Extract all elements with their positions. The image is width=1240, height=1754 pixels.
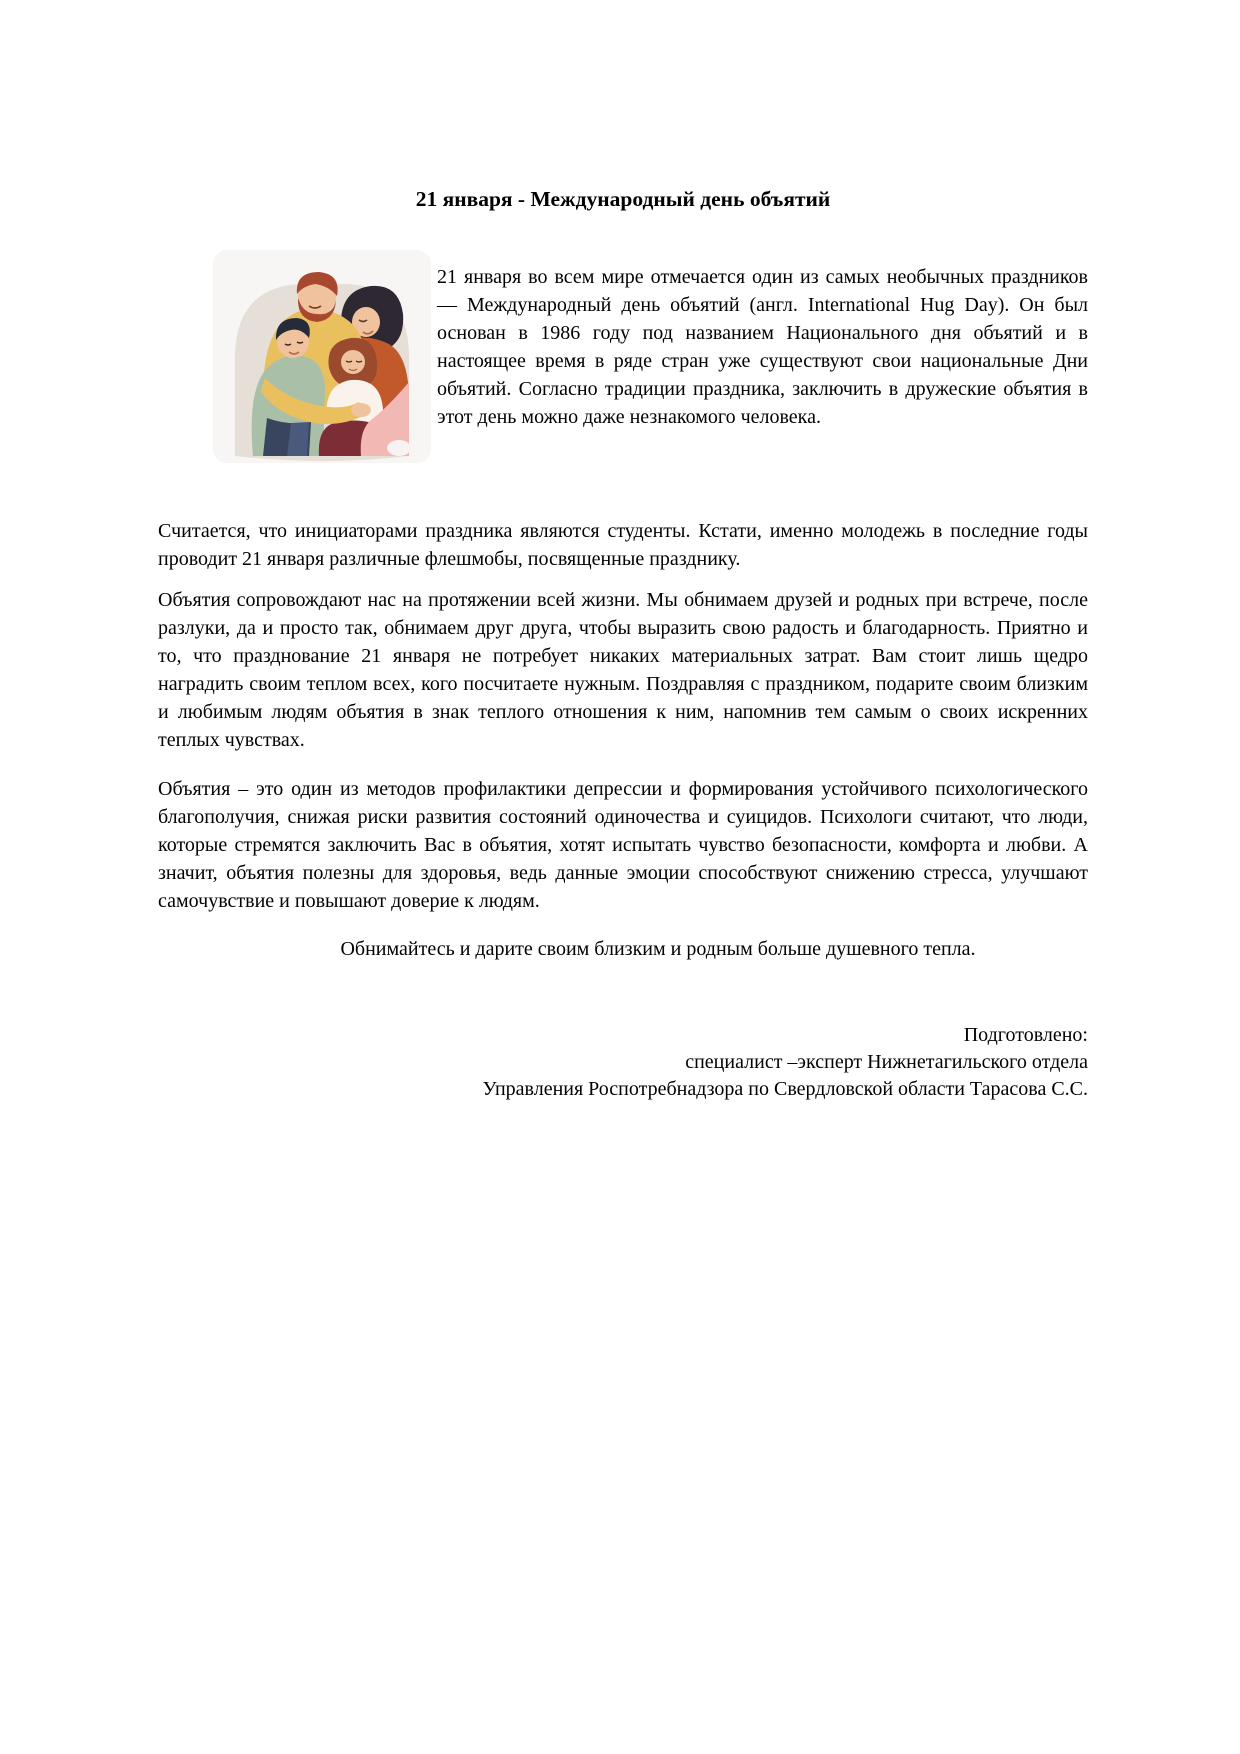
paragraph-hug-benefits: Объятия – это один из методов профилактики депрессии и формирования устойчивого психологического благополучия, снижая риски развития состояний одиночества и суицидов. Психологи считают, что люди, которые стремятся заключить Вас в объятия, хотят испытать чувство безопасности, комфорта и любви. А значит, объятия полезны для здоровья, ведь данные эмоции способствуют снижению стресса, улучшают самочувствие и повышают доверие к людям. [158,778,1088,912]
prepared-by-specialist: специалист –эксперт Нижнетагильского отдела [685,1051,1088,1073]
family-hug-image [213,250,431,463]
closing-line: Обнимайтесь и дарите своим близким и родным больше душевного тепла. [340,938,976,960]
family-hug-illustration [213,250,431,463]
page-title: 21 января - Международный день объятий [415,187,831,211]
paragraph-initiators: Считается, что инициаторами праздника являются студенты. Кстати, именно молодежь в последние годы проводит 21 января различные флешмобы, посвященные празднику. [158,520,1088,570]
prepared-by-label: Подготовлено: [963,1024,1088,1046]
intro-section [158,250,1088,473]
prepared-by-block [158,1022,1088,1103]
paragraph-hugs-in-life: Объятия сопровождают нас на протяжении всей жизни. Мы обнимаем друзей и родных при встрече, после разлуки, да и просто так, обнимаем друг друга, чтобы выразить свою радость и благодарность. Приятно и то, что празднование 21 января не потребует никаких материальных затрат. Вам стоит лишь щедро наградить своим теплом всех, кого посчитаете нужным. Поздравляя с праздником, подарите своим близким и любимым людям объятия в знак теплого отношения к ним, напомнив тем самым о своих искренних теплых чувствах. [158,589,1088,751]
prepared-by-department: Управления Роспотребнадзора по Свердловской области Тарасова С.С. [482,1078,1088,1100]
intro-paragraph: 21 января во всем мире отмечается один из самых необычных праздников — Международный день объятий (англ. International Hug Day). Он был основан в 1986 году под названием Национального дня объятий и в настоящее время в ряде стран уже существуют свои национальные Дни объятий. Согласно традиции праздника, заключить в дружеские объятия в этот день можно даже незнакомого человека. [437,266,1088,428]
